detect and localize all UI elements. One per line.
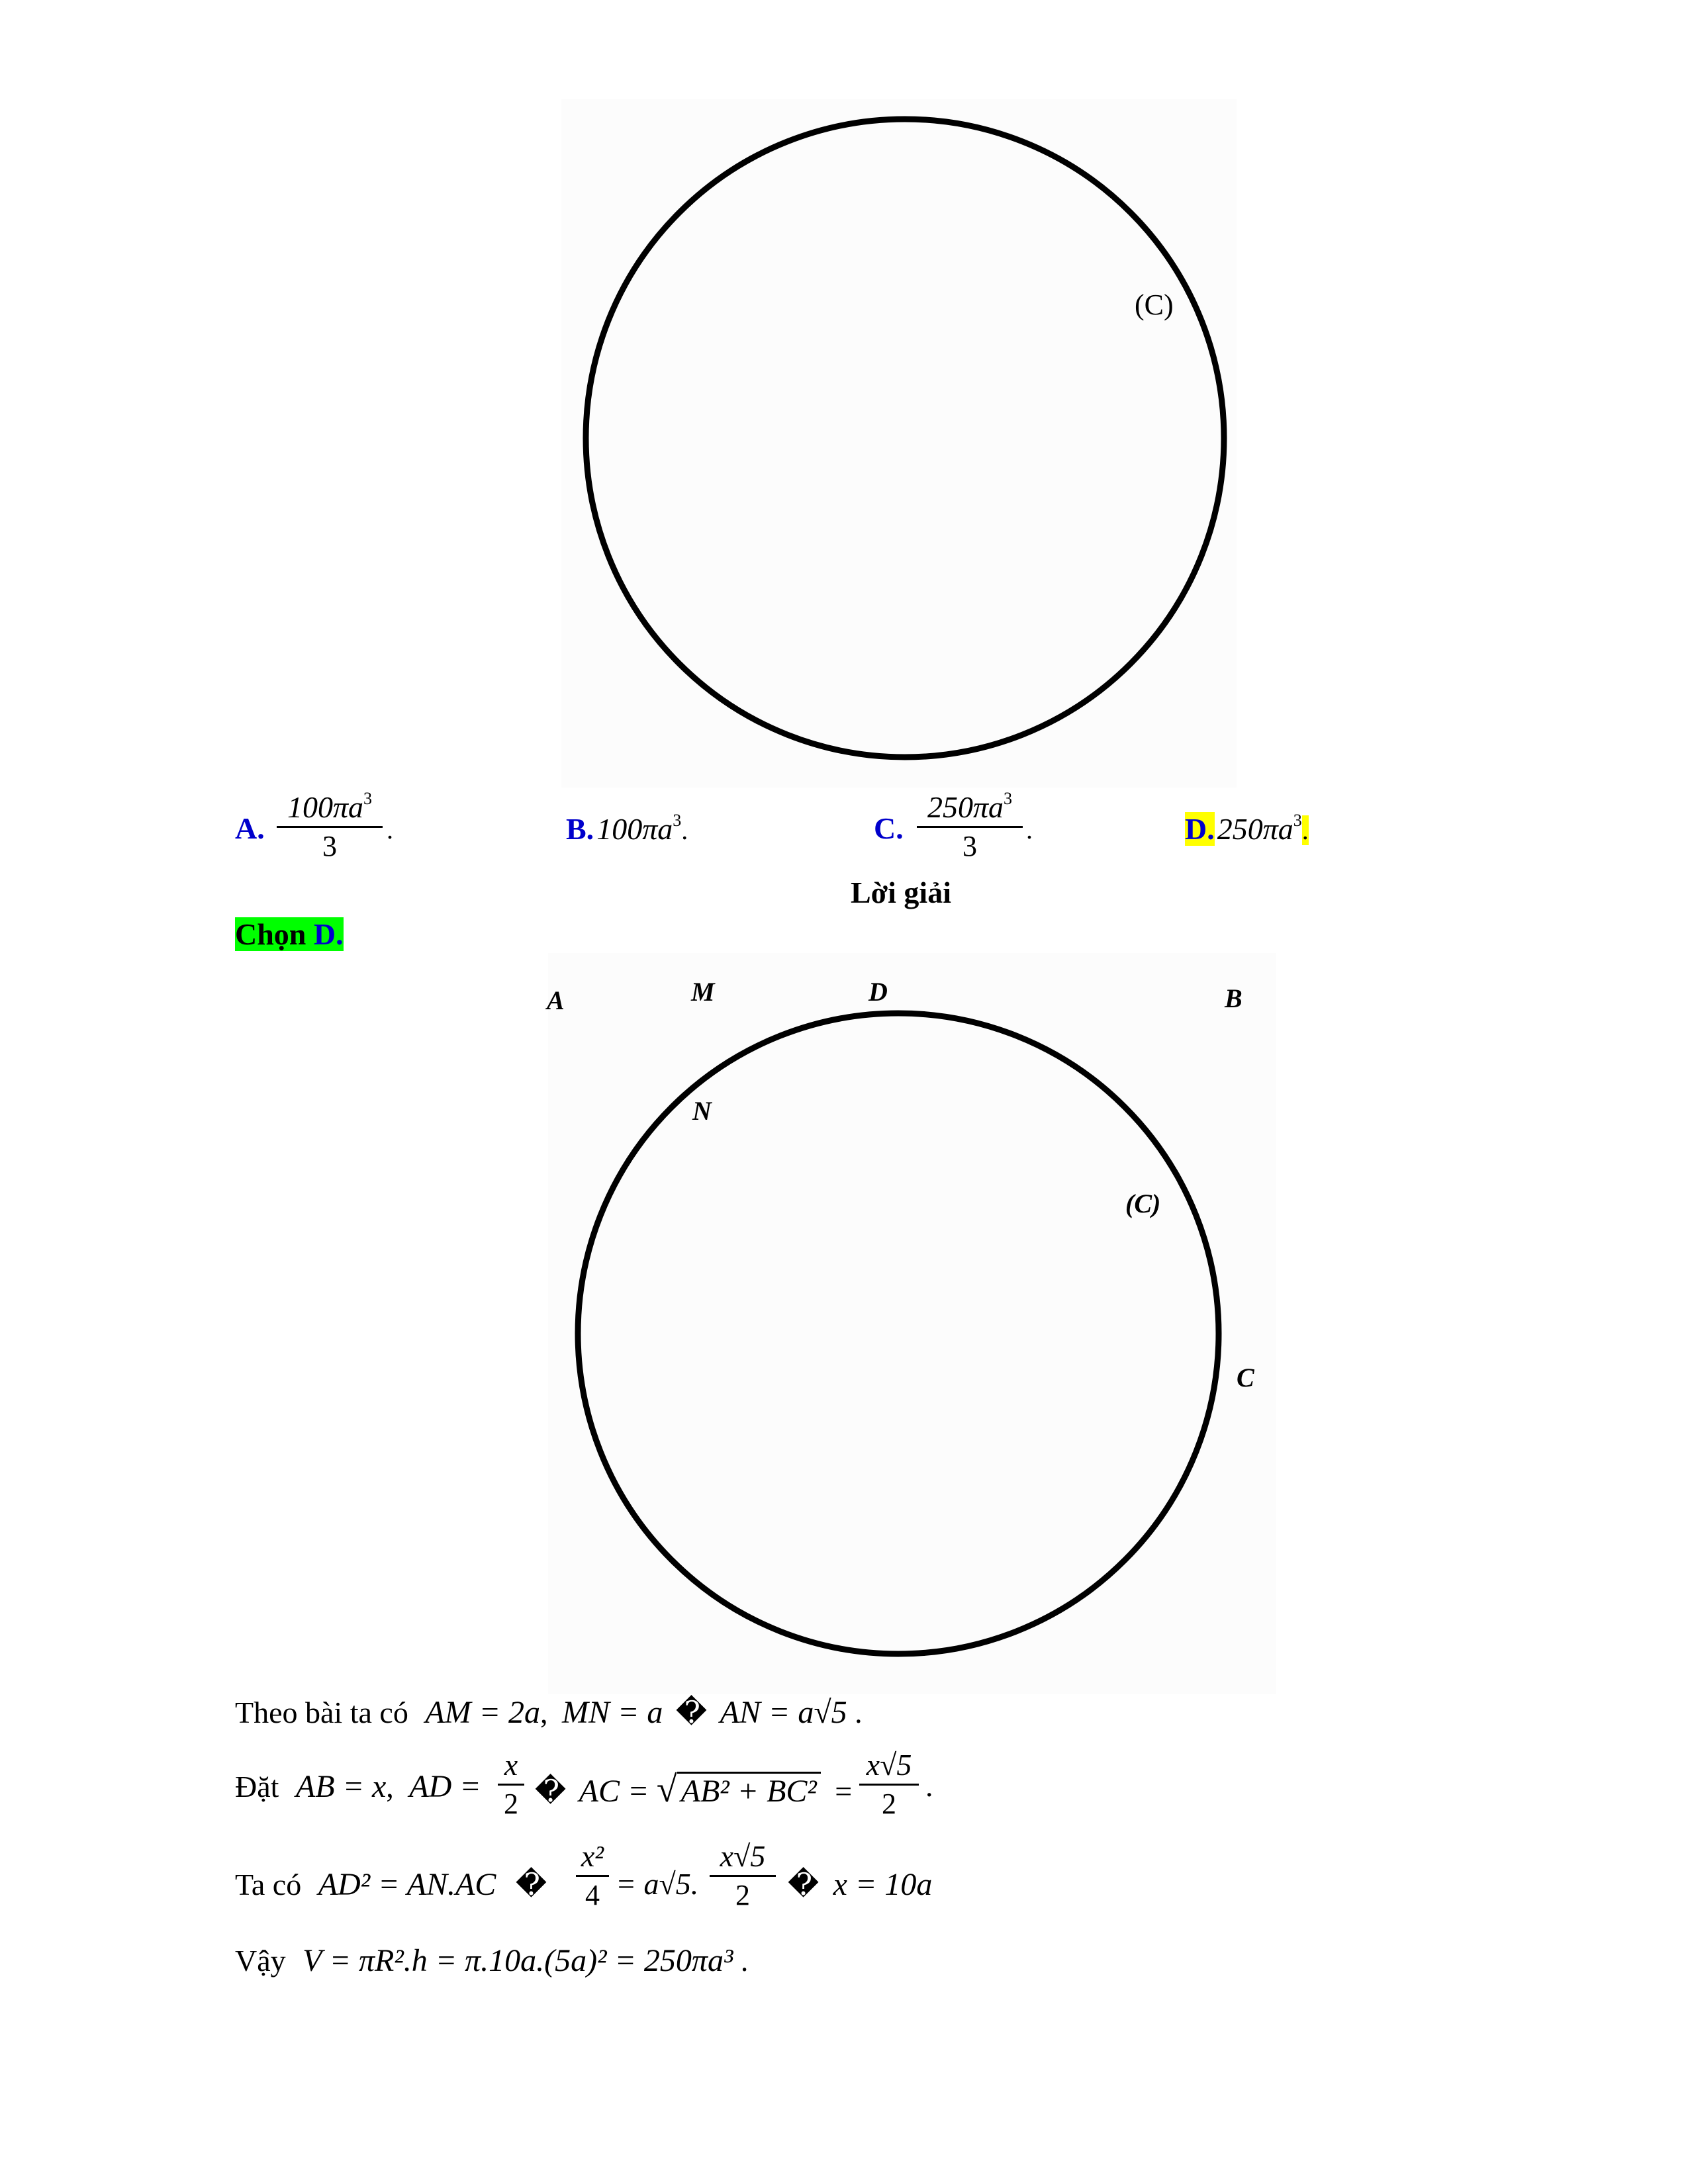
option-c-exponent: 3: [1004, 789, 1013, 808]
point-label-a: A: [547, 985, 565, 1015]
line-1-separator: ,: [540, 1696, 548, 1729]
line-2-fraction2-bottom: 2: [882, 1788, 896, 1820]
option-b[interactable]: [566, 811, 688, 846]
point-label-n: N: [692, 1096, 712, 1126]
option-d[interactable]: [1185, 811, 1309, 846]
line-4-text: Vậy: [235, 1944, 286, 1978]
line-3-fraction-top: x²: [581, 1839, 604, 1873]
option-d-period: .: [1301, 815, 1309, 845]
option-c-numerator: 250πa: [927, 790, 1004, 824]
line-1-math-am: AM = 2a: [425, 1695, 541, 1730]
line-3-text: Ta có: [235, 1868, 302, 1901]
option-d-expression: 250πa: [1217, 812, 1293, 846]
line-3-fraction-x-sqrt5-2: [710, 1839, 776, 1912]
sqrt-icon: √: [656, 1769, 677, 1810]
fraction-bar: [277, 826, 383, 828]
line-3-arrow-2: �: [788, 1868, 820, 1901]
choose-prefix: Chọn: [235, 917, 306, 951]
solution-line-2-start: [235, 1768, 481, 1805]
chosen-answer: [235, 917, 344, 952]
option-c-letter: C.: [874, 811, 904, 845]
option-b-exponent: 3: [673, 811, 682, 830]
point-label-m: M: [691, 977, 715, 1007]
option-d-exponent: 3: [1293, 811, 1302, 830]
figure-2-background: [548, 953, 1276, 1694]
fraction-bar: [498, 1784, 524, 1786]
fraction-bar: [859, 1784, 919, 1786]
line-3-middle: = a√5.: [616, 1867, 699, 1901]
circle-label-c: (C): [1135, 289, 1174, 321]
point-label-d: D: [868, 977, 888, 1007]
line-2-fraction-bottom: 2: [504, 1788, 518, 1820]
line-2-fraction-x-sqrt5-2: [859, 1747, 919, 1821]
line-2-math-ab: AB = x: [295, 1769, 387, 1804]
line-2-arrow: �: [535, 1774, 567, 1808]
line-2-math-ad: AD =: [409, 1769, 481, 1804]
option-a-denominator: 3: [322, 830, 337, 862]
line-2-separator: ,: [386, 1770, 394, 1803]
line-1-end: .: [855, 1696, 863, 1729]
line-2-sqrt-content: AB² + BC²: [677, 1772, 821, 1809]
line-3-fraction-x2-4: [576, 1839, 609, 1912]
fraction-bar: [710, 1875, 776, 1877]
point-label-c: C: [1237, 1363, 1254, 1392]
line-2-text: Đặt: [235, 1770, 279, 1803]
line-2-fraction-top: x: [504, 1748, 518, 1782]
line-1-math-mn: MN = a: [562, 1695, 663, 1730]
option-a-exponent: 3: [363, 789, 373, 808]
option-c-fraction: [917, 789, 1023, 863]
line-2-equals: =: [835, 1774, 853, 1808]
option-a-numerator: 100πa: [287, 790, 364, 824]
line-2-end: .: [925, 1769, 933, 1803]
solution-heading: Lời giải: [851, 876, 951, 909]
circle-label-c-solution: (C): [1125, 1189, 1161, 1218]
solution-line-4: [235, 1942, 748, 1979]
option-c-period: .: [1026, 815, 1033, 844]
line-3-arrow: �: [515, 1868, 547, 1901]
line-3-fraction-bottom: 4: [585, 1879, 600, 1911]
option-a[interactable]: [235, 811, 265, 846]
option-c-denominator: 3: [962, 830, 977, 862]
line-2-fraction-x-2: [498, 1747, 524, 1821]
option-b-letter: B.: [566, 812, 594, 846]
line-3-math-ad2: AD² = AN.AC: [318, 1867, 496, 1902]
choose-answer: D.: [313, 917, 344, 951]
line-3-fraction2-top: x√5: [720, 1839, 766, 1873]
solution-line-2-middle: [535, 1768, 852, 1811]
option-a-fraction: [277, 789, 383, 863]
line-3-fraction2-bottom: 2: [735, 1879, 750, 1911]
option-a-letter: A.: [235, 811, 265, 845]
line-2-math-ac: AC =: [579, 1774, 649, 1809]
fraction-bar: [917, 826, 1023, 828]
line-3-math-x: x = 10a: [833, 1867, 933, 1902]
solution-line-3-end: [788, 1866, 932, 1903]
line-4-end: .: [740, 1944, 749, 1978]
solution-line-3-start: [235, 1866, 547, 1903]
line-1-text: Theo bài ta có: [235, 1696, 408, 1729]
option-c[interactable]: [874, 811, 904, 846]
line-4-math-volume: V = πR².h = π.10a.(5a)² = 250πa³: [303, 1943, 733, 1978]
fraction-bar: [576, 1875, 609, 1877]
solution-line-1: [235, 1694, 863, 1731]
option-a-period: .: [387, 815, 393, 844]
option-b-period: .: [681, 815, 688, 845]
line-1-arrow: �: [675, 1696, 708, 1729]
option-d-letter: D.: [1185, 812, 1215, 846]
option-b-expression: 100πa: [596, 812, 673, 846]
figure-1-background: [561, 99, 1237, 788]
line-1-math-an: AN = a√5: [720, 1695, 847, 1730]
point-label-b: B: [1225, 983, 1243, 1013]
line-2-fraction2-top: x√5: [866, 1748, 912, 1782]
